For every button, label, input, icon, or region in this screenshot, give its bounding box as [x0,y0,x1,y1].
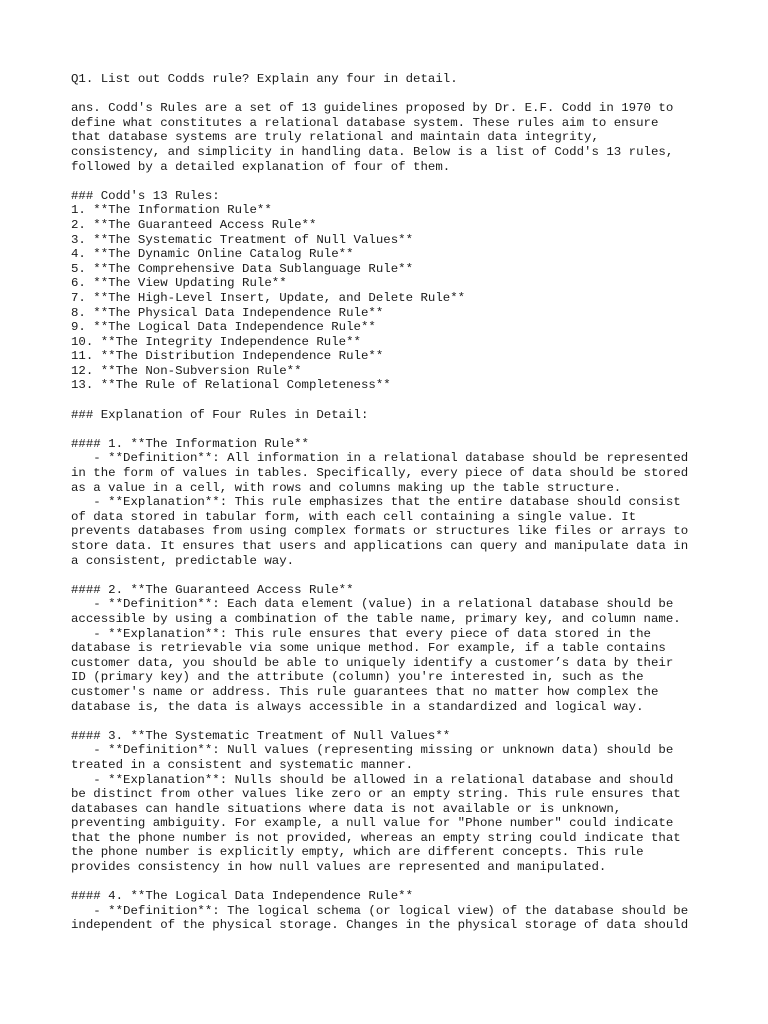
document-line: ### Explanation of Four Rules in Detail: [71,407,369,422]
document-line: ### Codd's 13 Rules: [71,188,220,203]
document-line: preventing ambiguity. For example, a null value for "Phone number" could indicate [71,816,674,831]
document-line: 2. **The Guaranteed Access Rule** [71,217,317,232]
document-line: #### 3. **The Systematic Treatment of Null Values** [71,728,451,743]
document-line: #### 2. **The Guaranteed Access Rule** [71,582,354,597]
document-line: store data. It ensures that users and applications can query and manipulate data in [71,539,689,553]
document-line: 3. **The Systematic Treatment of Null Values** [71,232,414,247]
document-line: 10. **The Integrity Independence Rule** [71,334,361,349]
document-line: define what constitutes a relational database system. These rules aim to ensure [71,115,659,130]
document-line: provides consistency in how null values are represented and manipulated. [71,860,607,875]
document-line: - **Explanation**: This rule ensures that every piece of data stored in the [71,626,651,641]
document-line [71,393,711,408]
document-line: 9. **The Logical Data Independence Rule** [71,320,376,335]
document-line: 1. **The Information Rule** [71,203,272,218]
document-line: database is, the data is always accessible in a standardized and logical way. [71,699,644,714]
document-line: ans. Codd's Rules are a set of 13 guidelines proposed by Dr. E.F. Codd in 1970 to [71,101,674,116]
document-line: 7. **The High-Level Insert, Update, and Delete Rule** [71,290,466,305]
document-line: of data stored in tabular form, with each cell containing a single value. It [71,509,637,524]
document-line: treated in a consistent and systematic manner. [71,757,414,772]
document-line: database is retrievable via some unique method. For example, if a table contains [71,641,666,656]
document-line: 12. **The Non-Subversion Rule** [71,363,302,378]
document-line: - **Definition**: Each data element (value) in a relational database should be [71,597,674,612]
document-line: prevents databases from using complex formats or structures like files or arrays to [71,524,689,539]
document-line: 11. **The Distribution Independence Rule** [71,349,384,364]
document-line [71,87,711,102]
document-line [71,422,711,437]
document-line: 4. **The Dynamic Online Catalog Rule** [71,247,354,262]
document-line: in the form of values in tables. Specifically, every piece of data should be stored [71,466,689,481]
document-line: 13. **The Rule of Relational Completeness** [71,378,391,393]
document-line: customer data, you should be able to uniquely identify a customer’s data by their [71,655,674,670]
document-line: that database systems are truly relational and maintain data integrity, [71,130,599,145]
document-line: that the phone number is not provided, whereas an empty string could indicate that [71,830,681,845]
document-line: a consistent, predictable way. [71,553,295,568]
document-line [71,714,711,729]
document-line: - **Definition**: All information in a relational database should be represented [71,451,689,466]
document-line: followed by a detailed explanation of four of them. [71,159,451,174]
document-line: 8. **The Physical Data Independence Rule** [71,305,384,320]
document-line: independent of the physical storage. Changes in the physical storage of data should [71,918,689,933]
document-line: accessible by using a combination of the table name, primary key, and column name. [71,611,681,626]
document-line: - **Explanation**: This rule emphasizes that the entire database should consist [71,495,681,510]
document-line: the phone number is explicitly empty, which are different concepts. This rule [71,845,644,860]
document-line: be distinct from other values like zero or an empty string. This rule ensures that [71,787,681,802]
document-line: customer's name or address. This rule guarantees that no matter how complex the [71,684,659,699]
document-line: as a value in a cell, with rows and columns making up the table structure. [71,480,622,495]
document-line: #### 4. **The Logical Data Independence Rule** [71,889,414,904]
document-line: 5. **The Comprehensive Data Sublanguage Rule** [71,261,414,276]
document-text [71,72,711,933]
document-line [71,875,711,890]
document-line: - **Definition**: Null values (representing missing or unknown data) should be [71,743,674,758]
document-line: - **Explanation**: Nulls should be allowed in a relational database and should [71,772,674,787]
document-line: 6. **The View Updating Rule** [71,276,287,291]
document-line: Q1. List out Codds rule? Explain any four in detail. [71,72,458,86]
document-line: ID (primary key) and the attribute (column) you're interested in, such as the [71,670,644,685]
document-line: #### 1. **The Information Rule** [71,436,309,451]
document-line [71,568,711,583]
document-line: - **Definition**: The logical schema (or logical view) of the database should be [71,903,689,918]
document-line: consistency, and simplicity in handling data. Below is a list of Codd's 13 rules, [71,144,674,159]
document-line [71,174,711,189]
document-line: databases can handle situations where data is not available or is unknown, [71,801,622,816]
